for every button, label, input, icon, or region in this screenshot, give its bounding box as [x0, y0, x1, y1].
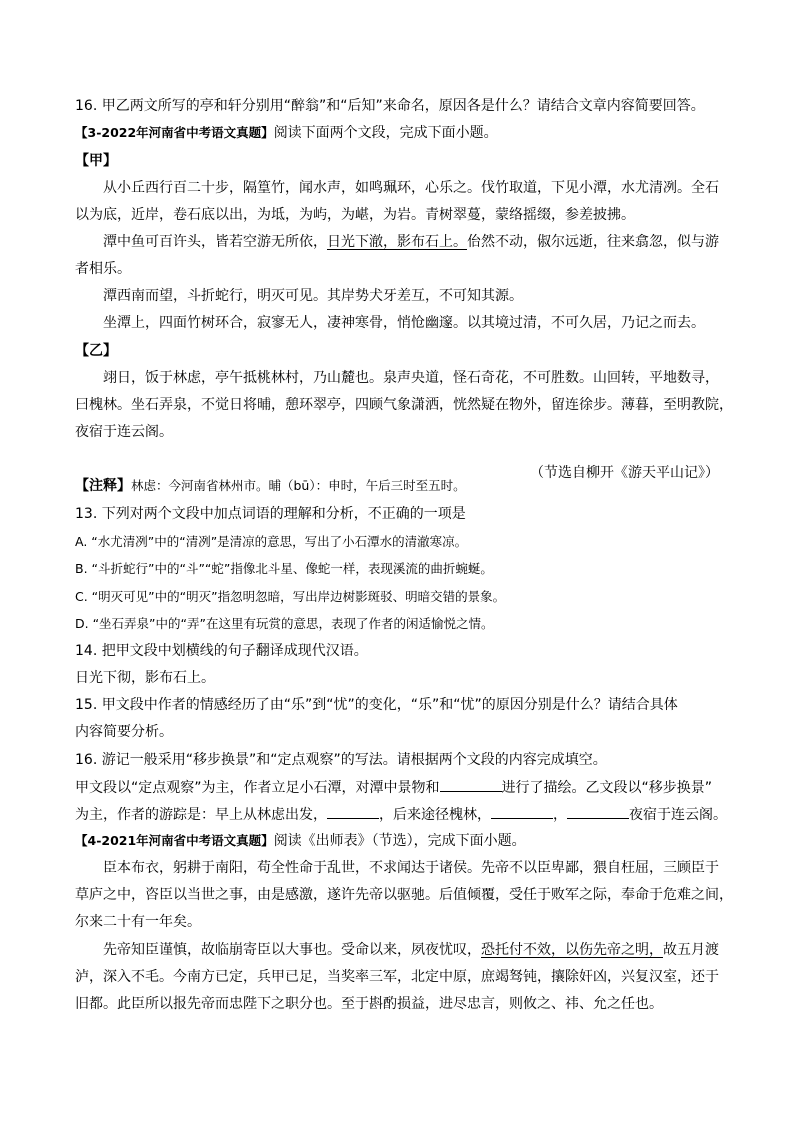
annotation-text: 林虑：今河南省林州市。晡（bū）：申时，午后三时至五时。 [131, 478, 466, 493]
fill-blank-2[interactable] [327, 804, 379, 819]
chushibiao-p2-line2: 泸，深入不毛。今南方已定，兵甲已足，当奖率三军，北定中原，庶竭驽钝，攘除奸凶，兴复汉室，还于 [75, 969, 719, 985]
annotation [75, 476, 466, 496]
passage-yi-line1: 翊日，饭于林虑，亭午抵桃林村，乃山麓也。泉声央道，怪石奇花，不可胜数。山回转，平地数寻， [103, 370, 719, 386]
section-3-intro: 阅读下面两个文段，完成下面小题。 [273, 125, 498, 141]
passage-jia-p2-text-b: 佁然不动，俶尔远逝，往来翕忽，似与游 [467, 234, 719, 250]
chushibiao-p2-text-a: 先帝知臣谨慎，故临崩寄臣以大事也。受命以来，夙夜忧叹， [103, 942, 481, 958]
question-14-sentence: 日光下彻，影布石上。 [75, 670, 215, 686]
question-16-text: ，后来途径槐林， [379, 807, 491, 823]
fill-blank-4[interactable] [567, 804, 629, 819]
chushibiao-p2-line1 [103, 940, 719, 960]
passage-yi-line2: 曰槐林。坐石弄泉，不觉日将晡，憩环翠亭，四顾气象潇洒，恍然疑在物外，留连徐步。薄暮，至明教院， [75, 397, 733, 413]
option-c: C. “明灭可见”中的“明灭”指忽明忽暗，写出岸边树影斑驳、明暗交错的景象。 [75, 589, 506, 604]
passage-jia-p1-line2: 以为底，近岸，卷石底以出，为坻，为屿，为嵁，为岩。青树翠蔓，蒙络摇缀，参差披拂。 [75, 207, 635, 223]
question-16-line2 [75, 777, 712, 798]
underlined-sentence: 恐托付不效，以伤先帝之明， [481, 942, 663, 958]
question-16-line3 [75, 804, 727, 825]
passage-jia-p2-text-a: 潭中鱼可百许头，皆若空游无所依， [103, 234, 327, 250]
question-16-previous: 16. 甲乙两文所写的亭和轩分别用“醉翁”和“后知”来命名，原因各是什么？请结合文章内容简要回答。 [75, 98, 705, 114]
question-16-text: 进行了描绘。乙文段以“移步换景” [501, 780, 713, 796]
question-15-line1: 15. 甲文段中作者的情感经历了由“乐”到“忧”的变化，“乐”和“忧”的原因分别是什么？请结合具体 [75, 697, 678, 713]
section-4-intro: 阅读《出师表》（节选），完成下面小题。 [273, 833, 526, 849]
passage-jia-p2-line2: 者相乐。 [75, 261, 131, 277]
fill-blank-1[interactable] [440, 777, 502, 792]
passage-jia-label: 【甲】 [75, 153, 117, 169]
section-4-tag: 【4-2021年河南省中考语文真题】 [75, 833, 274, 848]
passage-jia-p1-line1: 从小丘西行百二十步，隔篁竹，闻水声，如鸣珮环，心乐之。伐竹取道，下见小潭，水尤清冽。全石 [103, 180, 719, 196]
option-d: D. “坐石弄泉”中的“弄”在这里有玩赏的意思，表现了作者的闲适愉悦之情。 [75, 616, 494, 631]
passage-jia-p2-line1 [103, 232, 719, 252]
question-16-text: 甲文段以“定点观察”为主，作者立足小石潭，对潭中景物和 [75, 780, 440, 796]
question-16-text: ， [553, 807, 567, 823]
annotation-tag: 【注释】 [75, 478, 131, 494]
underlined-sentence: 日光下澈，影布石上。 [327, 234, 467, 250]
question-15-line2: 内容简要分析。 [75, 724, 173, 740]
chushibiao-p2-line3: 旧都。此臣所以报先帝而忠陛下之职分也。至于斟酌损益，进尽忠言，则攸之、祎、允之任也。 [75, 996, 663, 1012]
passage-yi-line3: 夜宿于连云阁。 [75, 424, 173, 440]
passage-jia-p4: 坐潭上，四面竹树环合，寂寥无人，凄神寒骨，悄怆幽邃。以其境过清，不可久居，乃记之而去。 [103, 315, 705, 331]
question-16: 16. 游记一般采用“移步换景”和“定点观察”的写法。请根据两个文段的内容完成填空。 [75, 752, 607, 768]
option-a: A. “水尤清冽”中的“清冽”是清凉的意思，写出了小石潭水的清澈寒凉。 [75, 534, 468, 549]
section-4-header [75, 831, 526, 851]
chushibiao-p1-line1: 臣本布衣，躬耕于南阳，苟全性命于乱世，不求闻达于诸侯。先帝不以臣卑鄙，猥自枉屈，三顾臣于 [103, 860, 719, 876]
question-16-text: 夜宿于连云阁。 [629, 807, 727, 823]
chushibiao-p1-line2: 草庐之中，咨臣以当世之事，由是感激，遂许先帝以驱驰。后值倾覆，受任于败军之际，奉命于危难之间， [75, 887, 733, 903]
section-3-header [75, 123, 498, 143]
question-14: 14. 把甲文段中划横线的句子翻译成现代汉语。 [75, 643, 368, 659]
passage-source: （节选自柳开《游天平山记》） [530, 465, 719, 481]
passage-yi-label: 【乙】 [75, 343, 117, 359]
passage-jia-p3: 潭西南而望，斗折蛇行，明灭可见。其岸势犬牙差互，不可知其源。 [103, 288, 523, 304]
question-16-text: 为主，作者的游踪是：早上从林虑出发， [75, 807, 327, 823]
question-13: 13. 下列对两个文段中加点词语的理解和分析，不正确的一项是 [75, 506, 466, 522]
chushibiao-p2-text-b: 故五月渡 [663, 942, 719, 958]
section-3-tag: 【3-2022年河南省中考语文真题】 [75, 125, 274, 140]
fill-blank-3[interactable] [491, 804, 553, 819]
option-b: B. “斗折蛇行”中的“斗”“蛇”指像北斗星、像蛇一样，表现溪流的曲折蜿蜒。 [75, 561, 493, 576]
chushibiao-p1-line3: 尔来二十有一年矣。 [75, 914, 201, 930]
